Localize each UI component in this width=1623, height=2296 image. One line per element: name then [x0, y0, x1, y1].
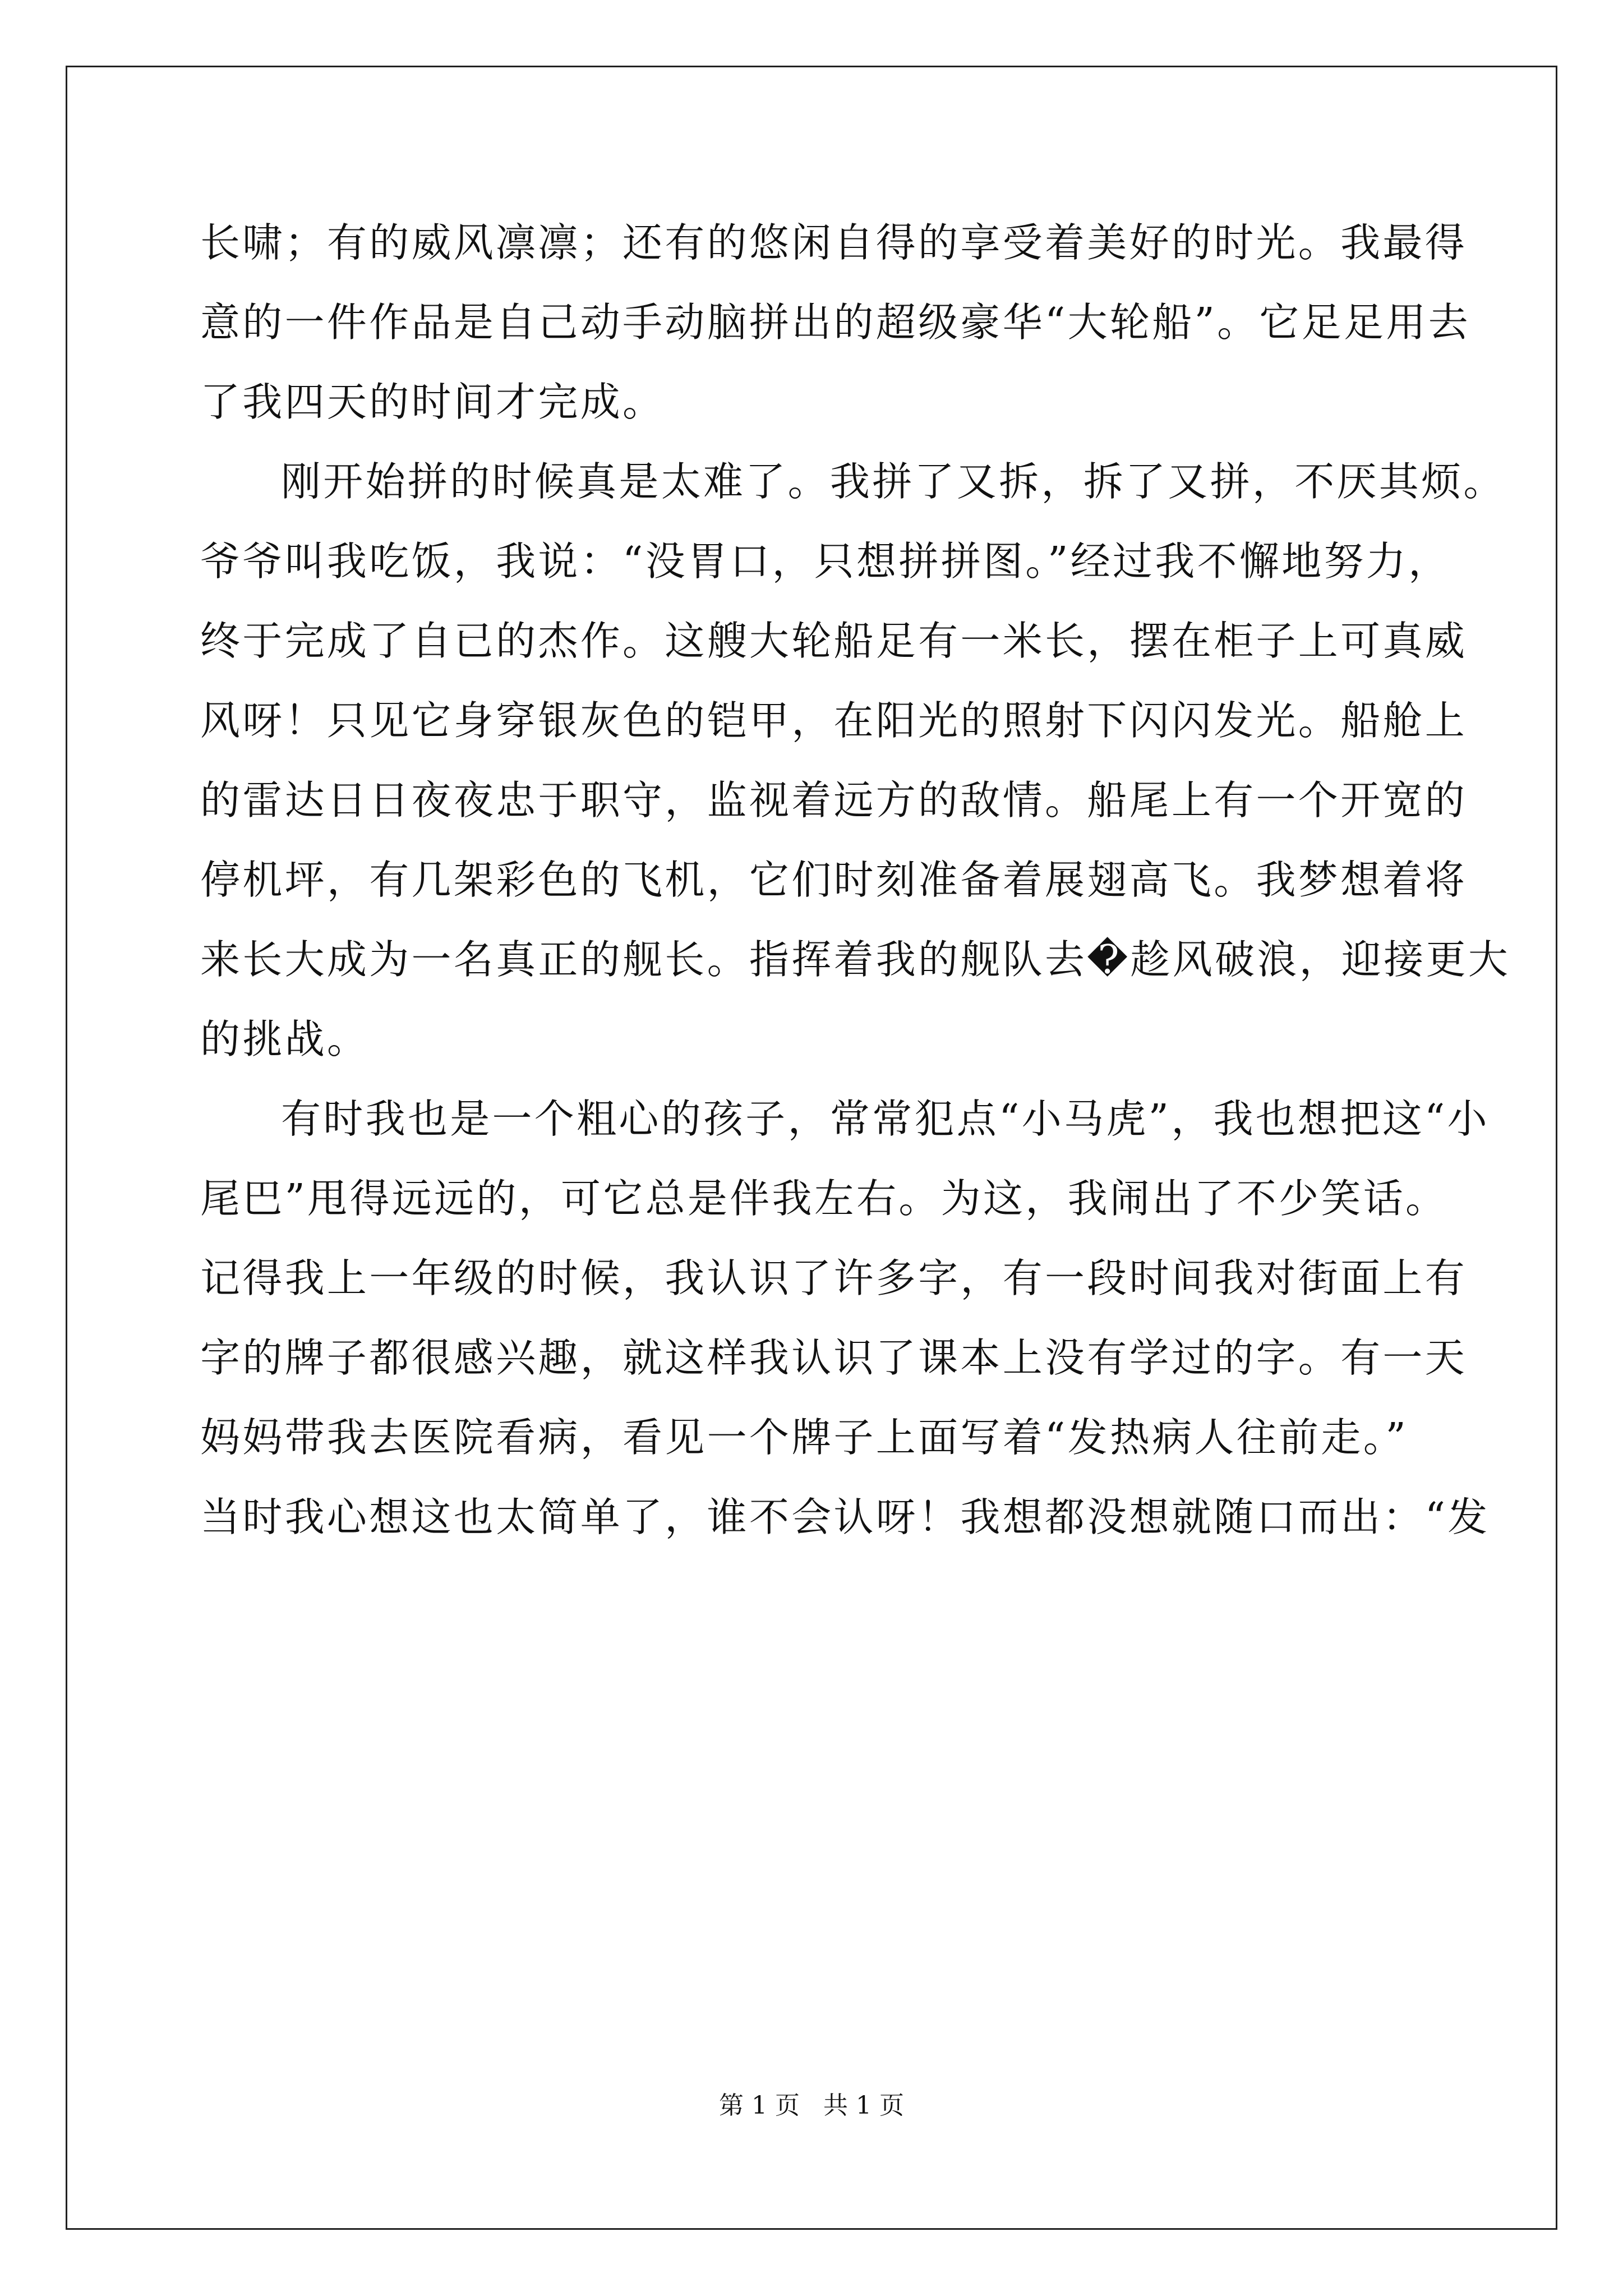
text-line: 来长大成为一名真正的舰长。指挥着我的舰队去�趁风破浪，迎接更大 [200, 936, 1511, 983]
text-line: 字的牌子都很感兴趣，就这样我认识了课本上没有学过的字。有一天 [200, 1335, 1468, 1381]
text-line: 长啸；有的威风凛凛；还有的悠闲自得的享受着美好的时光。我最得 [200, 219, 1468, 266]
paragraph-start-line: 有时我也是一个粗心的孩子，常常犯点“小马虎”，我也想把这“小 [281, 1096, 1490, 1142]
text-line: 意的一件作品是自己动手动脑拼出的超级豪华“大轮船”。它足足用去 [200, 299, 1470, 346]
text-line: 终于完成了自已的杰作。这艘大轮船足有一米长，摆在柜子上可真威 [200, 618, 1468, 664]
text-line: 妈妈带我去医院看病，看见一个牌子上面写着“发热病人往前走。” [200, 1414, 1409, 1461]
paragraph-start-line: 刚开始拼的时候真是太难了。我拼了又拆，拆了又拼，不厌其烦。 [281, 458, 1506, 505]
text-line: 爷爷叫我吃饭，我说：“没胃口，只想拼拼图。”经过我不懈地努力， [200, 538, 1451, 585]
text-line: 风呀！只见它身穿银灰色的铠甲，在阳光的照射下闪闪发光。船舱上 [200, 697, 1468, 744]
text-line: 当时我心想这也太简单了，谁不会认呀！我想都没想就随口而出：“发 [200, 1494, 1490, 1540]
text-line: 的雷达日日夜夜忠于职守，监视着远方的敌情。船尾上有一个开宽的 [200, 777, 1468, 823]
text-line: 的挑战。 [200, 1016, 370, 1062]
text-line: 停机坪，有几架彩色的飞机，它们时刻准备着展翅高飞。我梦想着将 [200, 857, 1468, 903]
text-line: 了我四天的时间才完成。 [200, 379, 665, 425]
text-line: 记得我上一年级的时候，我认识了许多字，有一段时间我对街面上有 [200, 1255, 1468, 1301]
document-body [200, 203, 1511, 1557]
text-line: 尾巴”甩得远远的，可它总是伴我左右。为这，我闹出了不少笑话。 [200, 1175, 1448, 1222]
page-number-footer: 第 1 页 共 1 页 [719, 2091, 904, 2120]
